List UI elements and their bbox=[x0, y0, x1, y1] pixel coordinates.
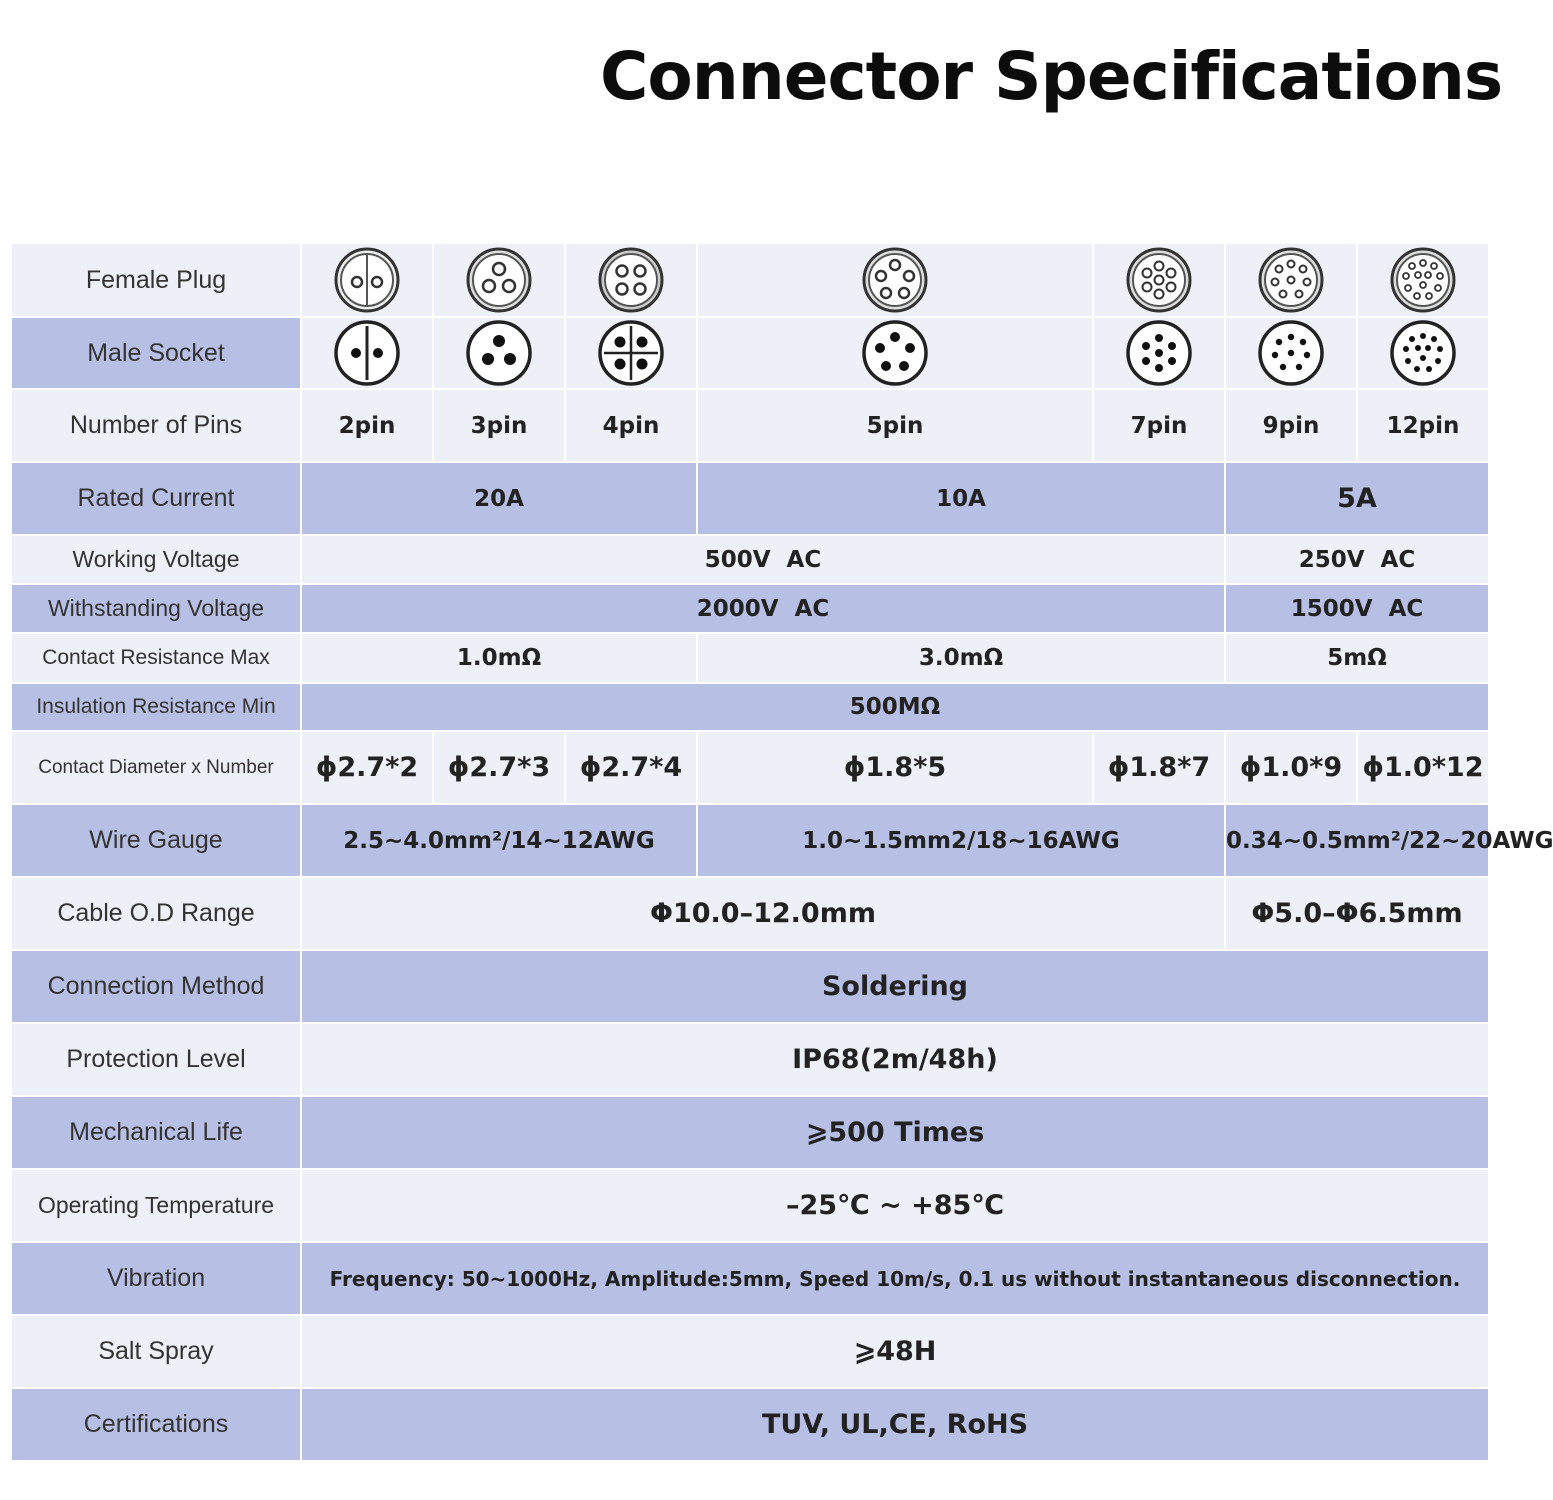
pin-count-cell: 2pin bbox=[301, 389, 433, 462]
cable-od-cell: Φ10.0–12.0mm bbox=[301, 877, 1225, 950]
contact-resistance-cell: 3.0mΩ bbox=[697, 633, 1225, 683]
withstanding-voltage-cell: 2000V AC bbox=[301, 584, 1225, 633]
rated-current-cell: 20A bbox=[301, 462, 697, 535]
contact-diameter-cell: ϕ1.0*9 bbox=[1225, 731, 1357, 804]
contact-diameter-cell: ϕ1.8*7 bbox=[1093, 731, 1225, 804]
protection-level-cell: IP68(2m/48h) bbox=[301, 1023, 1489, 1096]
7pin-female-plug-icon bbox=[1126, 247, 1192, 313]
cell-2pin bbox=[301, 243, 433, 317]
row-rated-current bbox=[11, 462, 1489, 535]
wire-gauge-cell: 2.5~4.0mm²/14~12AWG bbox=[301, 804, 697, 877]
spec-table bbox=[10, 242, 1553, 1462]
4pin-female-plug-icon bbox=[598, 247, 664, 313]
row-label: Certifications bbox=[11, 1388, 301, 1461]
row-wire-gauge bbox=[11, 804, 1489, 877]
3pin-female-plug-icon bbox=[466, 247, 532, 313]
cell-5pin bbox=[697, 243, 1093, 317]
row-label: Mechanical Life bbox=[11, 1096, 301, 1169]
row-protection-level bbox=[11, 1023, 1489, 1096]
cell-4pin bbox=[565, 317, 697, 389]
cell-12pin bbox=[1357, 243, 1489, 317]
row-number-of-pins bbox=[11, 389, 1489, 462]
12pin-female-plug-icon bbox=[1390, 247, 1456, 313]
row-label: Rated Current bbox=[11, 462, 301, 535]
insulation-resistance-cell: 500MΩ bbox=[301, 683, 1489, 731]
contact-diameter-cell: ϕ2.7*2 bbox=[301, 731, 433, 804]
contact-resistance-cell: 1.0mΩ bbox=[301, 633, 697, 683]
row-contact-diameter bbox=[11, 731, 1489, 804]
row-label: Number of Pins bbox=[11, 389, 301, 462]
row-label: Female Plug bbox=[11, 243, 301, 317]
rated-current-cell: 5A bbox=[1225, 462, 1489, 535]
row-label: Withstanding Voltage bbox=[11, 584, 301, 633]
row-operating-temperature bbox=[11, 1169, 1489, 1242]
cell-9pin bbox=[1225, 317, 1357, 389]
wire-gauge-cell: 1.0~1.5mm2/18~16AWG bbox=[697, 804, 1225, 877]
5pin-male-socket-icon bbox=[862, 320, 928, 386]
2pin-male-socket-icon bbox=[334, 320, 400, 386]
row-label: Wire Gauge bbox=[11, 804, 301, 877]
working-voltage-cell: 250V AC bbox=[1225, 535, 1489, 584]
cell-4pin bbox=[565, 243, 697, 317]
contact-diameter-cell: ϕ2.7*4 bbox=[565, 731, 697, 804]
row-salt-spray bbox=[11, 1315, 1489, 1388]
cell-2pin bbox=[301, 317, 433, 389]
4pin-male-socket-icon bbox=[598, 320, 664, 386]
row-mechanical-life bbox=[11, 1096, 1489, 1169]
connection-method-cell: Soldering bbox=[301, 950, 1489, 1023]
row-label: Insulation Resistance Min bbox=[11, 683, 301, 731]
9pin-female-plug-icon bbox=[1258, 247, 1324, 313]
rated-current-cell: 10A bbox=[697, 462, 1225, 535]
page-title: Connector Specifications bbox=[600, 38, 1503, 115]
cell-3pin bbox=[433, 317, 565, 389]
operating-temperature-cell: –25℃ ~ +85℃ bbox=[301, 1169, 1489, 1242]
contact-resistance-cell: 5mΩ bbox=[1225, 633, 1489, 683]
3pin-male-socket-icon bbox=[466, 320, 532, 386]
row-label: Protection Level bbox=[11, 1023, 301, 1096]
contact-diameter-cell: ϕ1.0*12 bbox=[1357, 731, 1489, 804]
row-female-plug bbox=[11, 243, 1489, 317]
cell-9pin bbox=[1225, 243, 1357, 317]
pin-count-cell: 9pin bbox=[1225, 389, 1357, 462]
pin-count-cell: 5pin bbox=[697, 389, 1093, 462]
row-label: Cable O.D Range bbox=[11, 877, 301, 950]
cell-7pin bbox=[1093, 243, 1225, 317]
row-insulation-resistance bbox=[11, 683, 1489, 731]
row-connection-method bbox=[11, 950, 1489, 1023]
5pin-female-plug-icon bbox=[862, 247, 928, 313]
row-label: Contact Diameter x Number bbox=[11, 731, 301, 804]
row-vibration bbox=[11, 1242, 1489, 1315]
mechanical-life-cell: ⩾500 Times bbox=[301, 1096, 1489, 1169]
contact-diameter-cell: ϕ1.8*5 bbox=[697, 731, 1093, 804]
cell-12pin bbox=[1357, 317, 1489, 389]
wire-gauge-cell: 0.34~0.5mm²/22~20AWG bbox=[1225, 804, 1489, 877]
certifications-cell: TUV, UL,CE, RoHS bbox=[301, 1388, 1489, 1461]
row-contact-resistance bbox=[11, 633, 1489, 683]
cell-7pin bbox=[1093, 317, 1225, 389]
row-withstanding-voltage bbox=[11, 584, 1489, 633]
row-label: Vibration bbox=[11, 1242, 301, 1315]
7pin-male-socket-icon bbox=[1126, 320, 1192, 386]
working-voltage-cell: 500V AC bbox=[301, 535, 1225, 584]
cell-5pin bbox=[697, 317, 1093, 389]
salt-spray-cell: ⩾48H bbox=[301, 1315, 1489, 1388]
cell-3pin bbox=[433, 243, 565, 317]
row-certifications bbox=[11, 1388, 1489, 1461]
row-working-voltage bbox=[11, 535, 1489, 584]
row-male-socket bbox=[11, 317, 1489, 389]
2pin-female-plug-icon bbox=[334, 247, 400, 313]
row-label: Working Voltage bbox=[11, 535, 301, 584]
12pin-male-socket-icon bbox=[1390, 320, 1456, 386]
vibration-cell: Frequency: 50~1000Hz, Amplitude:5mm, Speed 10m/s, 0.1 us without instantaneous disconnection. bbox=[301, 1242, 1489, 1315]
row-label: Male Socket bbox=[11, 317, 301, 389]
pin-count-cell: 3pin bbox=[433, 389, 565, 462]
row-label: Contact Resistance Max bbox=[11, 633, 301, 683]
contact-diameter-cell: ϕ2.7*3 bbox=[433, 731, 565, 804]
9pin-male-socket-icon bbox=[1258, 320, 1324, 386]
row-label: Salt Spray bbox=[11, 1315, 301, 1388]
pin-count-cell: 12pin bbox=[1357, 389, 1489, 462]
row-label: Connection Method bbox=[11, 950, 301, 1023]
withstanding-voltage-cell: 1500V AC bbox=[1225, 584, 1489, 633]
cable-od-cell: Φ5.0–Φ6.5mm bbox=[1225, 877, 1489, 950]
pin-count-cell: 4pin bbox=[565, 389, 697, 462]
pin-count-cell: 7pin bbox=[1093, 389, 1225, 462]
row-label: Operating Temperature bbox=[11, 1169, 301, 1242]
row-cable-od bbox=[11, 877, 1489, 950]
